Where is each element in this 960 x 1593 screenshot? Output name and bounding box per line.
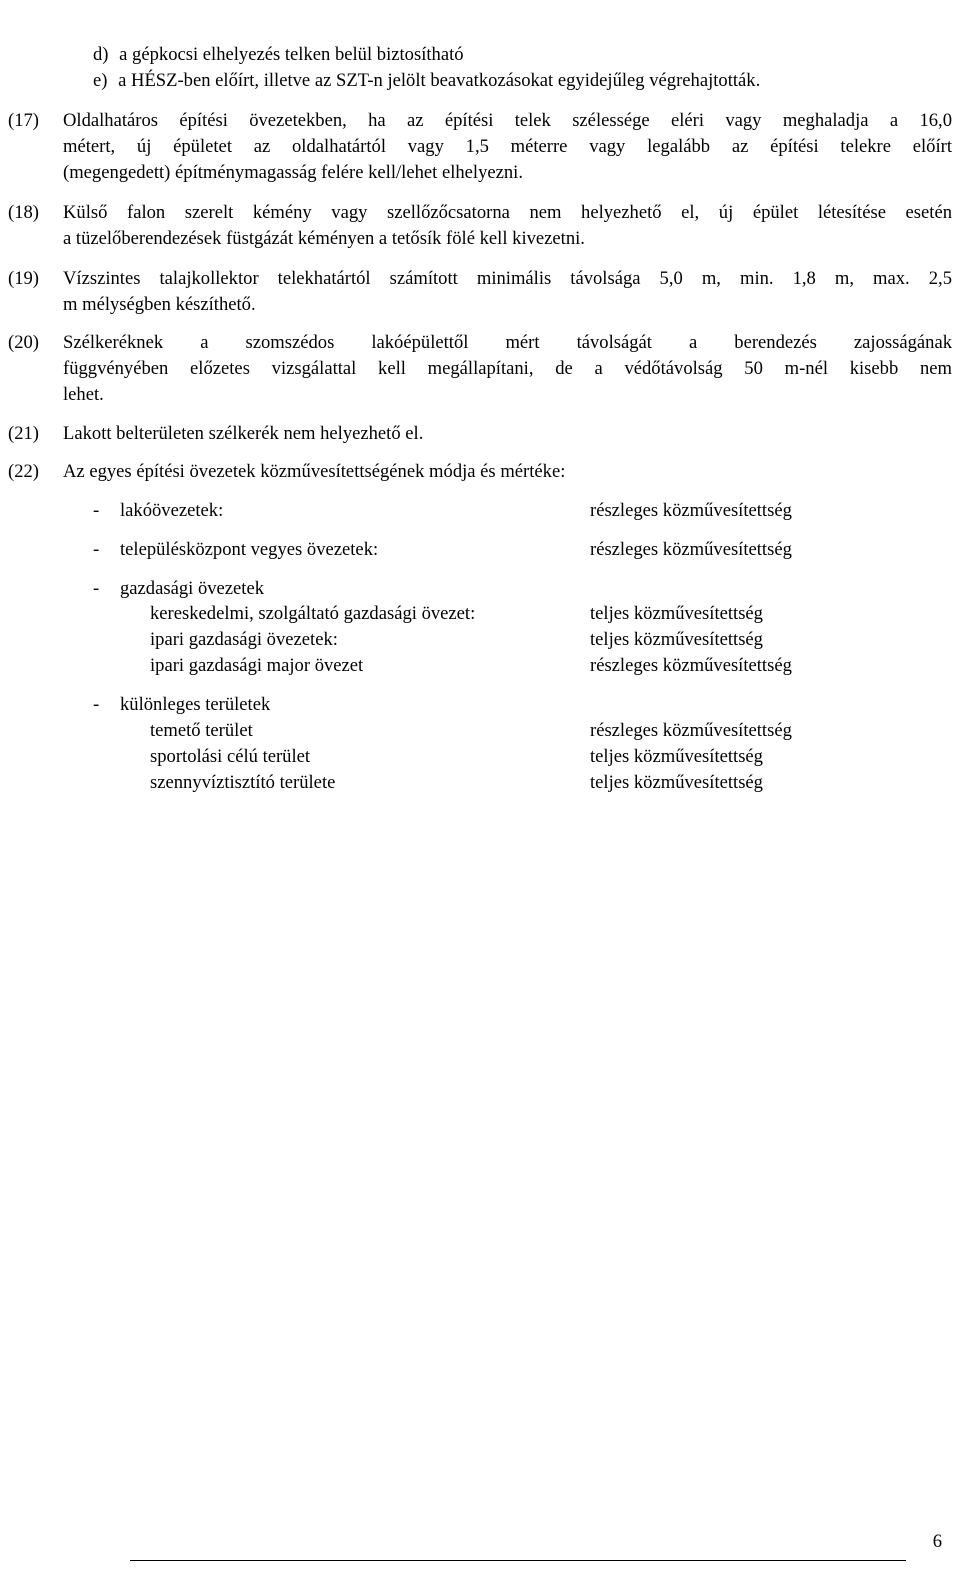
dash: - [93,578,100,599]
zone-label: kereskedelmi, szolgáltató gazdasági övezet: [150,603,476,624]
list-marker: e) [93,70,108,91]
zone-label: temető terület [150,720,253,741]
text-line: (megengedett) építménymagasság felére kell/lehet elhelyezni. [63,162,523,183]
zone-group-label: gazdasági övezetek [120,578,265,599]
text-line: Külső falon szerelt kémény vagy szellőzőcsatorna nem helyezhető el, új épület létesítése esetén [63,202,952,223]
paragraph-number: (21) [8,423,39,444]
zone-value: részleges közművesítettség [590,539,792,560]
paragraph-19 [8,266,952,320]
table-row [0,653,960,679]
dash: - [93,694,100,715]
zone-value: teljes közművesítettség [590,603,763,624]
paragraph-number: (18) [8,202,39,223]
paragraph-17 [8,108,952,188]
paragraph-text [63,421,952,447]
table-row [0,601,960,627]
table-row [0,770,960,796]
table-row [0,692,960,718]
zone-label: településközpont vegyes övezetek: [120,539,379,560]
page-number: 6 [932,1531,942,1552]
text-line: Vízszintes talajkollektor telekhatártól számított minimális távolsága 5,0 m, min. 1,8 m, max. 2,5 [63,268,952,289]
zone-group-label: különleges területek [120,694,271,715]
paragraph-20 [8,330,952,410]
dash: - [93,539,100,560]
paragraph-text [63,459,952,485]
paragraph-text [63,266,952,318]
zone-label: ipari gazdasági övezetek: [150,629,338,650]
paragraph-text [63,108,952,186]
paragraph-18 [8,200,952,254]
zone-value: teljes közművesítettség [590,746,763,767]
table-row [0,498,960,524]
zone-label: lakóövezetek: [120,500,224,521]
text-line: Lakott belterületen szélkerék nem helyezhető el. [63,423,424,444]
paragraph-number: (22) [8,461,39,482]
paragraph-number: (17) [8,110,39,131]
table-row [0,627,960,653]
list-text: a HÉSZ-ben előírt, illetve az SZT-n jelölt beavatkozásokat egyidejűleg végrehajtották. [118,70,761,91]
paragraph-22 [8,459,952,487]
text-line: lehet. [63,384,104,405]
table-row [0,744,960,770]
text-line: függvényében előzetes vizsgálattal kell megállapítani, de a védőtávolság 50 m-nél kisebb nem [63,358,952,379]
zone-label: sportolási célú terület [150,746,311,767]
zone-value: teljes közművesítettség [590,772,763,793]
list-marker: d) [93,44,109,65]
text-line: Szélkeréknek a szomszédos lakóépülettől mért távolságát a berendezés zajosságának [63,332,952,353]
footer-divider [130,1560,906,1561]
zone-value: teljes közművesítettség [590,629,763,650]
zone-label: ipari gazdasági major övezet [150,655,364,676]
list-text: a gépkocsi elhelyezés telken belül biztosítható [119,44,464,65]
table-row [0,576,960,602]
table-row [0,537,960,563]
text-line: Oldalhatáros építési övezetekben, ha az építési telek szélessége eléri vagy meghaladja a 16,0 [63,110,952,131]
zone-value: részleges közművesítettség [590,720,792,741]
list-item-e [93,68,760,94]
dash: - [93,500,100,521]
zone-value: részleges közművesítettség [590,655,792,676]
paragraph-number: (20) [8,332,39,353]
text-line: Az egyes építési övezetek közművesítettségének módja és mértéke: [63,461,566,482]
text-line: métert, új épületet az oldalhatártól vagy 1,5 méterre vagy legalább az építési telekre előírt [63,136,952,157]
zone-label: szennyvíztisztító területe [150,772,336,793]
paragraph-text [63,330,952,408]
paragraph-number: (19) [8,268,39,289]
text-line: m mélységben készíthető. [63,294,256,315]
list-item-d [93,42,464,68]
paragraph-text [63,200,952,252]
text-line: a tüzelőberendezések füstgázát kéményen a tetősík fölé kell kivezetni. [63,228,585,249]
zone-value: részleges közművesítettség [590,500,792,521]
table-row [0,718,960,744]
paragraph-21 [8,421,952,449]
